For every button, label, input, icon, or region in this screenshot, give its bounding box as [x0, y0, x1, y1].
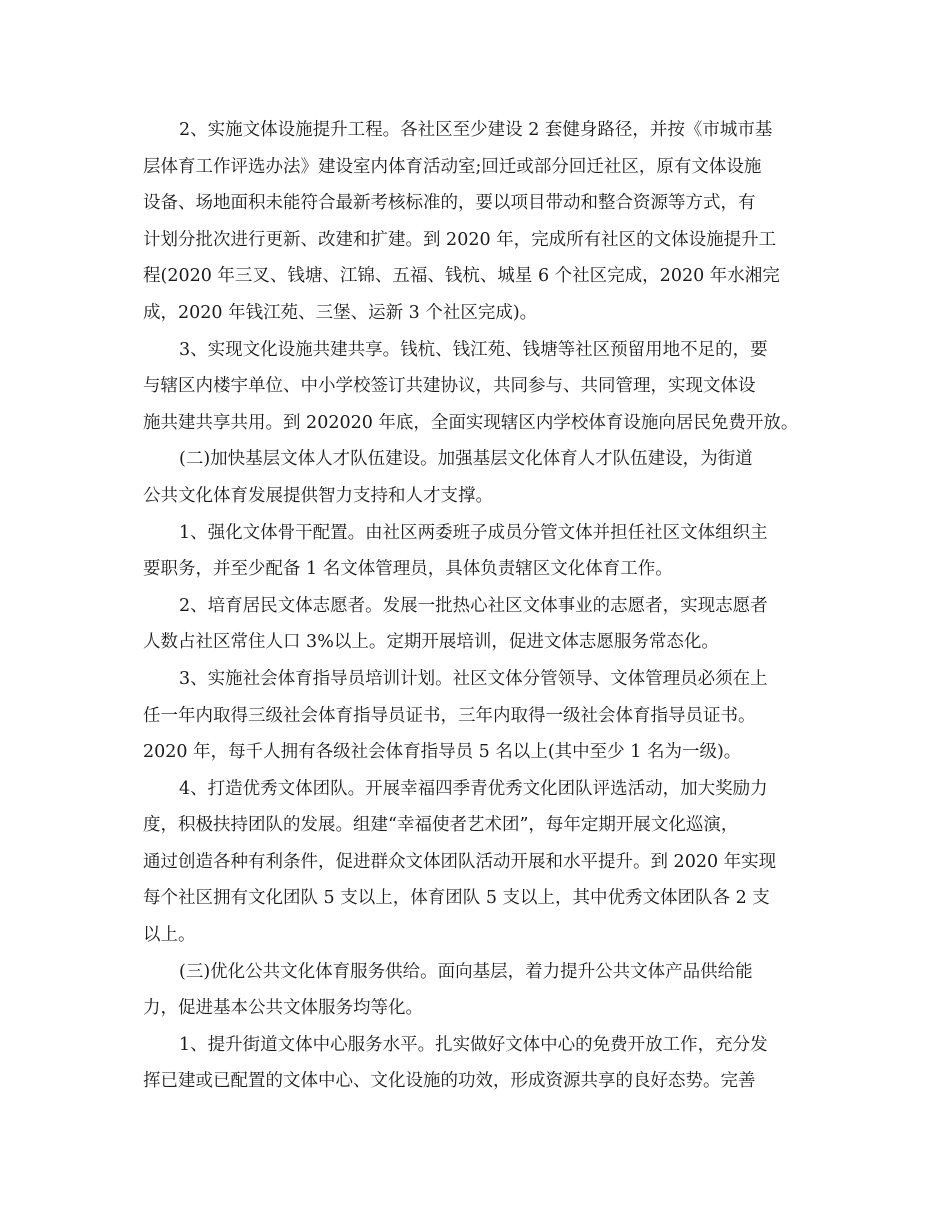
paragraph-facility-upgrade	[143, 112, 813, 332]
text-line: 以上。	[143, 925, 196, 946]
text-line: 任一年内取得三级社会体育指导员证书，三年内取得一级社会体育指导员证书。	[143, 705, 756, 726]
text-line: 2020 年，每千人拥有各级社会体育指导员 5 名以上(其中至少 1 名为一级)。	[143, 742, 742, 763]
text-line: 1、强化文体骨干配置。由社区两委班子成员分管文体并担任社区文体组织主	[179, 522, 768, 543]
text-line: 2、培育居民文体志愿者。发展一批热心社区文体事业的志愿者，实现志愿者	[179, 595, 768, 616]
paragraph-staff-allocation	[143, 515, 813, 588]
text-line: 4、打造优秀文体团队。开展幸福四季青优秀文化团队评选活动，加大奖励力	[179, 778, 768, 799]
text-line: 设备、场地面积未能符合最新考核标准的，要以项目带动和整合资源等方式，有	[143, 193, 756, 214]
text-line: 施共建共享共用。到 202020 年底，全面实现辖区内学校体育设施向居民免费开放。	[143, 412, 799, 433]
text-line: 挥已建或已配置的文体中心、文化设施的功效，形成资源共享的良好态势。完善	[143, 1071, 756, 1092]
document-body	[143, 112, 813, 1100]
text-line: 通过创造各种有利条件，促进群众文体团队活动开展和水平提升。到 2020 年实现	[143, 851, 777, 872]
text-line: 人数占社区常住人口 3%以上。定期开展培训，促进文体志愿服务常态化。	[143, 632, 719, 653]
text-line: 度，积极扶持团队的发展。组建“幸福使者艺术团”，每年定期开展文化巡演，	[143, 815, 739, 836]
text-line: 力，促进基本公共文体服务均等化。	[143, 998, 423, 1019]
text-line: 1、提升街道文体中心服务水平。扎实做好文体中心的免费开放工作，充分发	[179, 1034, 768, 1055]
text-line: (二)加快基层文体人才队伍建设。加强基层文化体育人才队伍建设，为街道	[179, 449, 753, 470]
paragraph-center-service	[143, 1027, 813, 1100]
text-line: 3、实现文化设施共建共享。钱杭、钱江苑、钱塘等社区预留用地不足的，要	[179, 339, 768, 360]
text-line: 成，2020 年钱江苑、三堡、运新 3 个社区完成)。	[143, 302, 538, 323]
section-heading-services	[143, 954, 813, 1027]
text-line: 3、实施社会体育指导员培训计划。社区文体分管领导、文体管理员必须在上	[179, 668, 768, 689]
text-line: 程(2020 年三叉、钱塘、江锦、五福、钱杭、城星 6 个社区完成，2020 年水湘完	[143, 266, 780, 287]
text-line: 每个社区拥有文化团队 5 支以上，体育团队 5 支以上，其中优秀文体团队各 2 支	[143, 888, 770, 909]
paragraph-volunteers	[143, 588, 813, 661]
paragraph-facility-sharing	[143, 332, 813, 442]
section-heading-talent	[143, 441, 813, 514]
paragraph-instructor-training	[143, 661, 813, 771]
text-line: 要职务，并至少配备 1 名文体管理员，具体负责辖区文化体育工作。	[143, 559, 673, 580]
text-line: 层体育工作评选办法》建设室内体育活动室;回迁或部分回迁社区，原有文体设施	[143, 156, 762, 177]
text-line: 公共文化体育发展提供智力支持和人才支撑。	[143, 485, 493, 506]
text-line: (三)优化公共文化体育服务供给。面向基层，着力提升公共文体产品供给能	[179, 961, 753, 982]
text-line: 计划分批次进行更新、改建和扩建。到 2020 年，完成所有社区的文体设施提升工	[143, 229, 777, 250]
text-line: 与辖区内楼宇单位、中小学校签订共建协议，共同参与、共同管理，实现文体设	[143, 376, 756, 397]
paragraph-teams	[143, 771, 813, 954]
text-line: 2、实施文体设施提升工程。各社区至少建设 2 套健身路径，并按《市城市基	[179, 120, 773, 140]
